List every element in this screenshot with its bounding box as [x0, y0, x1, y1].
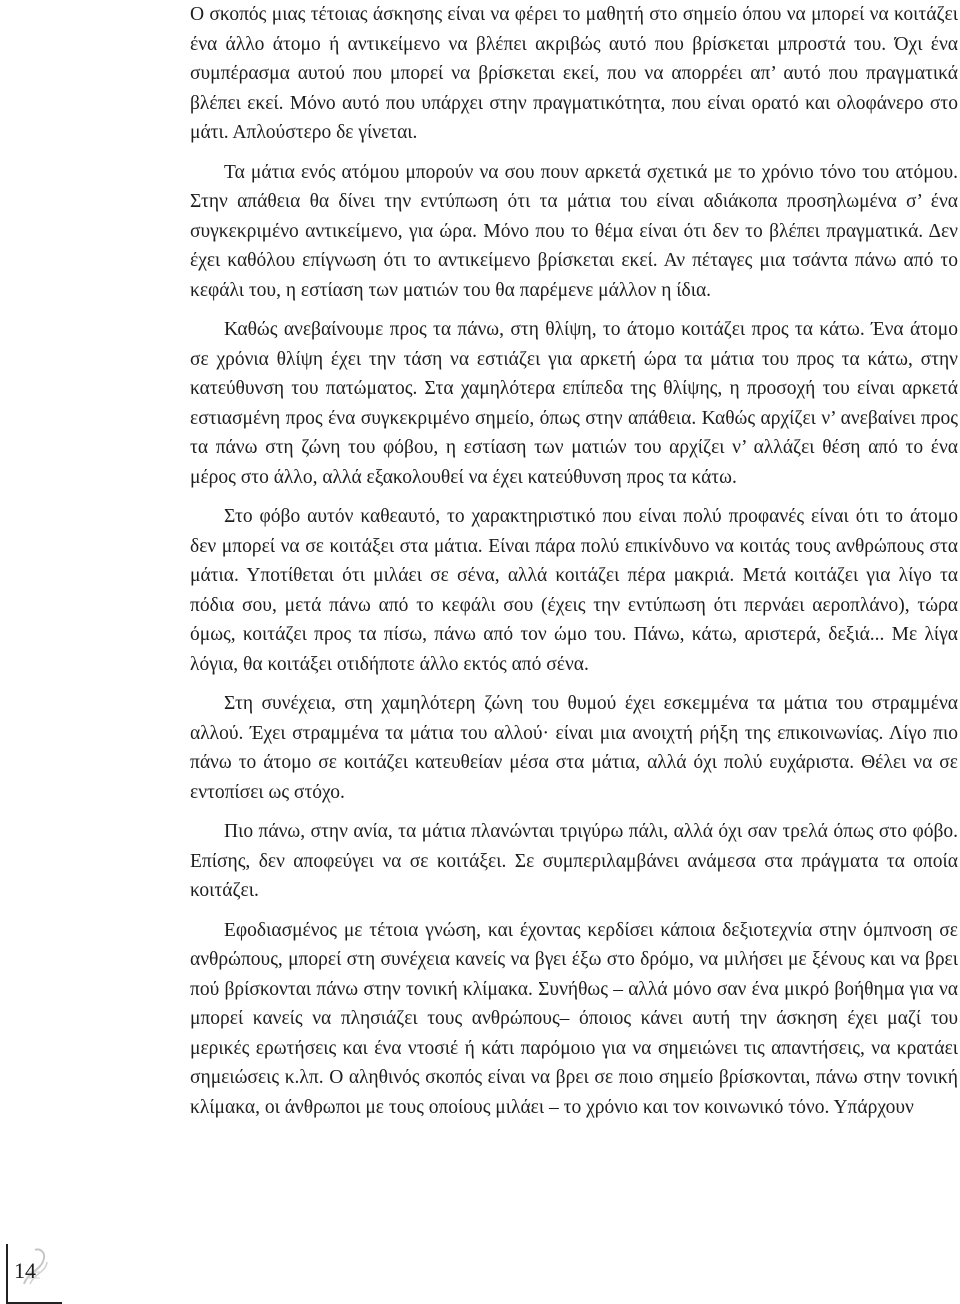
- marker-vertical-rule: [6, 1244, 8, 1304]
- page-number-marker: [6, 1244, 62, 1304]
- paragraph-1: Ο σκοπός μιας τέτοιας άσκησης είναι να φέρει το μαθητή στο σημείο όπου να μπορεί να κοιτάζει ένα άλλο άτομο ή αντικείμενο να βλέπει ακριβώς αυτό που βρίσκεται μπροστά του. Όχι ένα συμπέρασμα αυτού που μπορεί να βρίσκεται εκεί, που να απορρέει απ’ αυτό που πραγματικά βλέπει εκεί. Μόνο αυτό που υπάρχει στην πραγματικότητα, που είναι ορατό και ολοφάνερο στο μάτι. Απλούστερο δε γίνεται.: [190, 4, 958, 143]
- paragraph-5: Στη συνέχεια, στη χαμηλότερη ζώνη του θυμού έχει εσκεμμένα τα μάτια του στραμμένα αλλού. Έχει στραμμένα τα μάτια του αλλού· είναι μια ανοιχτή ρήξη της επικοινωνίας. Λίγο πιο πάνω το άτομο σε κοιτάζει κατευθείαν μέσα στα μάτια, αλλά όχι πολύ ευχάριστα. Θέλει να σε εντοπίσει ως στόχο.: [190, 693, 958, 803]
- paragraph-3: Καθώς ανεβαίνουμε προς τα πάνω, στη θλίψη, το άτομο κοιτάζει προς τα κάτω. Ένα άτομο σε χρόνια θλίψη έχει την τάση να εστιάζει για αρκετή ώρα τα μάτια του προς τα κάτω, στην κατεύθυνση του πατώματος. Στα χαμηλότερα επίπεδα της θλίψης, η προσοχή του είναι αρκετά εστιασμένη προς ένα συγκεκριμένο σημείο, όπως στην απάθεια. Καθώς αρχίζει ν’ ανεβαίνει προς τα πάνω στη ζώνη του φόβου, η εστίαση των ματιών του αρχίζει ν’ αλλάζει θέση από το ένα μέρος στο άλλο, αλλά εξακολουθεί να έχει κατεύθυνση προς τα κάτω.: [190, 319, 958, 488]
- page-number: 14: [14, 1258, 36, 1283]
- paragraph-2: Τα μάτια ενός ατόμου μπορούν να σου πουν αρκετά σχετικά με το χρόνιο τόνο του ατόμου. Στην απάθεια θα δίνει την εντύπωση ότι τα μάτια του είναι αδιάκοπα προσηλωμένα σ’ ένα συγκεκριμένο αντικείμενο, για ώρα. Μόνο που το θέμα είναι ότι δεν το βλέπει πραγματικά. Δεν έχει καθόλου επίγνωση ότι το αντικείμενο βρίσκεται εκεί. Αν πέταγες μια τσάντα πάνω από το κεφάλι του, η εστίαση των ματιών του θα παρέμενε μάλλον η ίδια.: [190, 161, 958, 301]
- paragraph-4: Στο φόβο αυτόν καθεαυτό, το χαρακτηριστικό που είναι πολύ προφανές είναι ότι το άτομο δεν μπορεί να σε κοιτάξει στα μάτια. Είναι πάρα πολύ επικίνδυνο να κοιτάς τους ανθρώπους στα μάτια. Υποτίθεται ότι μιλάει σε σένα, αλλά κοιτάζει πέρα μακριά. Μετά κοιτάζει για λίγο τα πόδια σου, μετά πάνω από το κεφάλι σου (έχεις την εντύπωση ότι περνάει αεροπλάνο), τώρα όμως, κοιτάζει προς τα πίσω, πάνω από τον ώμο του. Πάνω, κάτω, αριστερά, δεξιά... Με λίγα λόγια, θα κοιτάξει οτιδήποτε άλλο εκτός από σένα.: [190, 506, 958, 675]
- text-body: [190, 0, 958, 1132]
- paragraph-7: Εφοδιασμένος με τέτοια γνώση, και έχοντας κερδίσει κάποια δεξιοτεχνία στην όμπνοση σε ανθρώπους, μπορεί στη συνέχεια κανείς να βγει έξω στο δρόμο, να μιλήσει με ξένους και να βρει πού βρίσκονται πάνω στην τονική κλίμακα. Συνήθως – αλλά μόνο σαν ένα μικρό βοήθημα για να μπορεί κανείς να πλησιάζει τους ανθρώπους– όποιος κάνει αυτή την άσκηση έχει μαζί του μερικές ερωτήσεις και ένα ντοσιέ ή κάτι παρόμοιο για να σημειώνει τις απαντήσεις, να κρατάει σημειώσεις κ.λπ. Ο αληθινός σκοπός είναι να βρει σε ποιο σημείο βρίσκονται, πάνω στην τονική κλίμακα, οι άνθρωποι με τους οποίους μιλάει – το χρόνιο και τον κοινωνικό τόνο. Υπάρχουν: [190, 919, 958, 1118]
- paragraph-6: Πιο πάνω, στην ανία, τα μάτια πλανώνται τριγύρω πάλι, αλλά όχι σαν τρελά όπως στο φόβο. Επίσης, δεν αποφεύγει να σε κοιτάξει. Σε συμπεριλαμβάνει ανάμεσα στα πράγματα τα οποία κοιτάζει.: [190, 821, 958, 901]
